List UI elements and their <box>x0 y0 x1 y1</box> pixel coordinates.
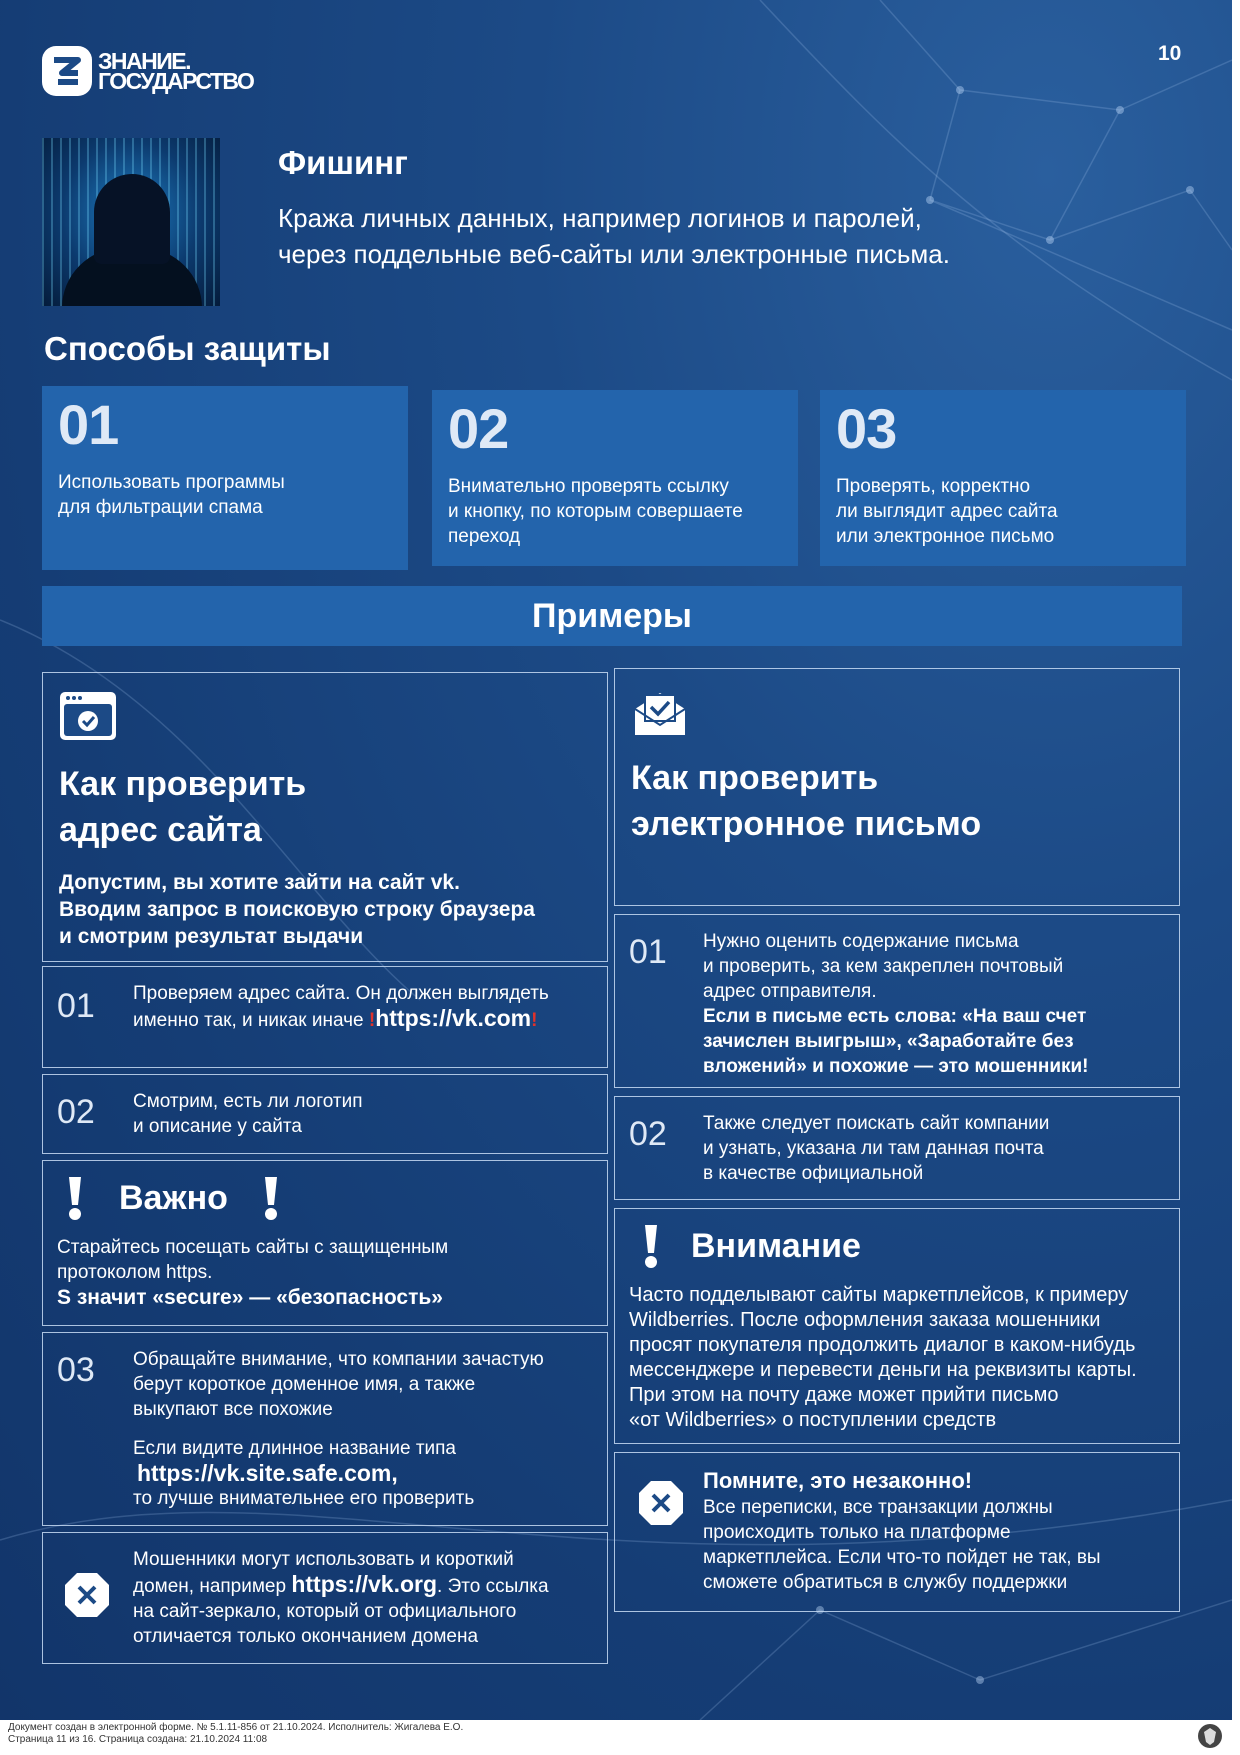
protection-item-2 <box>432 390 798 566</box>
logo-line2: ГОСУДАРСТВО <box>98 68 254 94</box>
exclamation-icon <box>643 1223 659 1269</box>
important-title: Важно <box>119 1179 228 1217</box>
step-text: Смотрим, есть ли логотип и описание у сайта <box>133 1091 363 1137</box>
step-number: 02 <box>57 1093 95 1131</box>
phishing-description: Кража личных данных, например логинов и паролей, через поддельные веб-сайты или электронные письма. <box>278 203 950 269</box>
emblem-icon <box>1196 1722 1224 1750</box>
step-number: 01 <box>629 933 667 971</box>
step-text: Нужно оценить содержание письма и проверить, за кем закреплен почтовый адрес отправителя. Если в письме есть слова: «На ваш счет зачислен выигрыш», «Заработайте без вложений» и похожие — это мошенники! <box>703 931 1089 1077</box>
vk-url: https://vk.com <box>375 1005 532 1031</box>
site-step-3 <box>42 1332 608 1526</box>
remember-text: Помните, это незаконно! Все переписки, все транзакции должны происходить только на платформе маркетплейса. Если что-то пойдет не так, вы сможете обратиться в службу поддержки <box>703 1468 1101 1593</box>
email-check-title: Как проверить электронное письмо <box>631 759 982 843</box>
remember-card <box>614 1452 1180 1612</box>
document-footer: Документ создан в электронной форме. № 5.1.11-856 от 21.10.2024. Исполнитель: Жигалева Е.О. Страница 11 из 16. Страница создана: 21.10.2024 11:08 <box>8 1722 464 1745</box>
step-text: Также следует поискать сайт компании и узнать, указана ли там данная почта в качестве официальной <box>703 1113 1050 1184</box>
logo-z-icon <box>42 46 92 96</box>
step-number: 01 <box>57 987 95 1025</box>
protection-num: 01 <box>58 393 119 456</box>
protection-item-3 <box>820 390 1186 566</box>
email-step-1 <box>614 914 1180 1088</box>
hacker-image <box>42 138 220 306</box>
site-check-title: Как проверить адрес сайта <box>59 765 307 849</box>
site-step-2 <box>42 1074 608 1154</box>
attention-card <box>614 1208 1180 1444</box>
important-card <box>42 1160 608 1326</box>
examples-heading: Примеры <box>42 586 1182 646</box>
protection-heading: Способы защиты <box>44 330 331 367</box>
step-text: Обращайте внимание, что компании зачастую берут короткое доменное имя, а также выкупают все похожие Если видите длинное название типа https://vk.site.safe.com, то лучше внимательнее его проверить <box>133 1349 544 1509</box>
warning-text: Мошенники могут использовать и короткий домен, например https://vk.org. Это ссылка на сайт-зеркало, который от официального отличается только окончанием домена <box>133 1549 549 1647</box>
protection-num: 02 <box>448 397 509 460</box>
phishing-title: Фишинг <box>278 144 408 181</box>
long-url: https://vk.site.safe.com, <box>137 1460 398 1486</box>
important-text: Старайтесь посещать сайты с защищенным протоколом https. S значит «secure» — «безопасность» <box>57 1237 449 1309</box>
attention-title: Внимание <box>691 1227 861 1265</box>
attention-text: Часто подделывают сайты маркетплейсов, к примеру Wildberries. После оформления заказа мошенники просят покупателя продолжить диалог в каком-нибудь мессенджере и перевести деньги на реквизиты карты. При этом на почту даже может прийти письмо «от Wildberries» о поступлении средств <box>629 1284 1137 1431</box>
logo-text <box>98 48 254 94</box>
exclamation-icon <box>67 1175 83 1221</box>
logo <box>42 46 253 96</box>
step-number: 02 <box>629 1115 667 1153</box>
site-check-intro: Допустим, вы хотите зайти на сайт vk. Вводим запрос в поисковую строку браузера и смотрим результат выдачи <box>59 871 535 948</box>
short-url: https://vk.org <box>291 1571 438 1597</box>
short-domain-warning <box>42 1532 608 1664</box>
site-check-card <box>42 672 608 962</box>
email-step-2 <box>614 1096 1180 1200</box>
protection-num: 03 <box>836 397 897 460</box>
step-number: 03 <box>57 1351 95 1389</box>
protection-text: Использовать программы для фильтрации спама <box>58 472 285 518</box>
site-step-1 <box>42 966 608 1068</box>
email-check-card <box>614 668 1180 906</box>
browser-check-icon <box>59 691 117 741</box>
close-icon <box>637 1479 685 1527</box>
protection-text: Внимательно проверять ссылку и кнопку, по которым совершаете переход <box>448 476 743 547</box>
protection-text: Проверять, корректно ли выглядит адрес сайта или электронное письмо <box>836 476 1058 547</box>
protection-item-1 <box>42 386 408 570</box>
step-text: Проверяем адрес сайта. Он должен выглядеть именно так, и никак иначе !https://vk.com! <box>133 983 549 1031</box>
exclamation-icon <box>263 1175 279 1221</box>
page-number: 10 <box>1158 42 1182 65</box>
envelope-check-icon <box>633 689 687 739</box>
close-icon <box>63 1571 111 1619</box>
logo-line1: ЗНАНИЕ. <box>98 48 191 74</box>
